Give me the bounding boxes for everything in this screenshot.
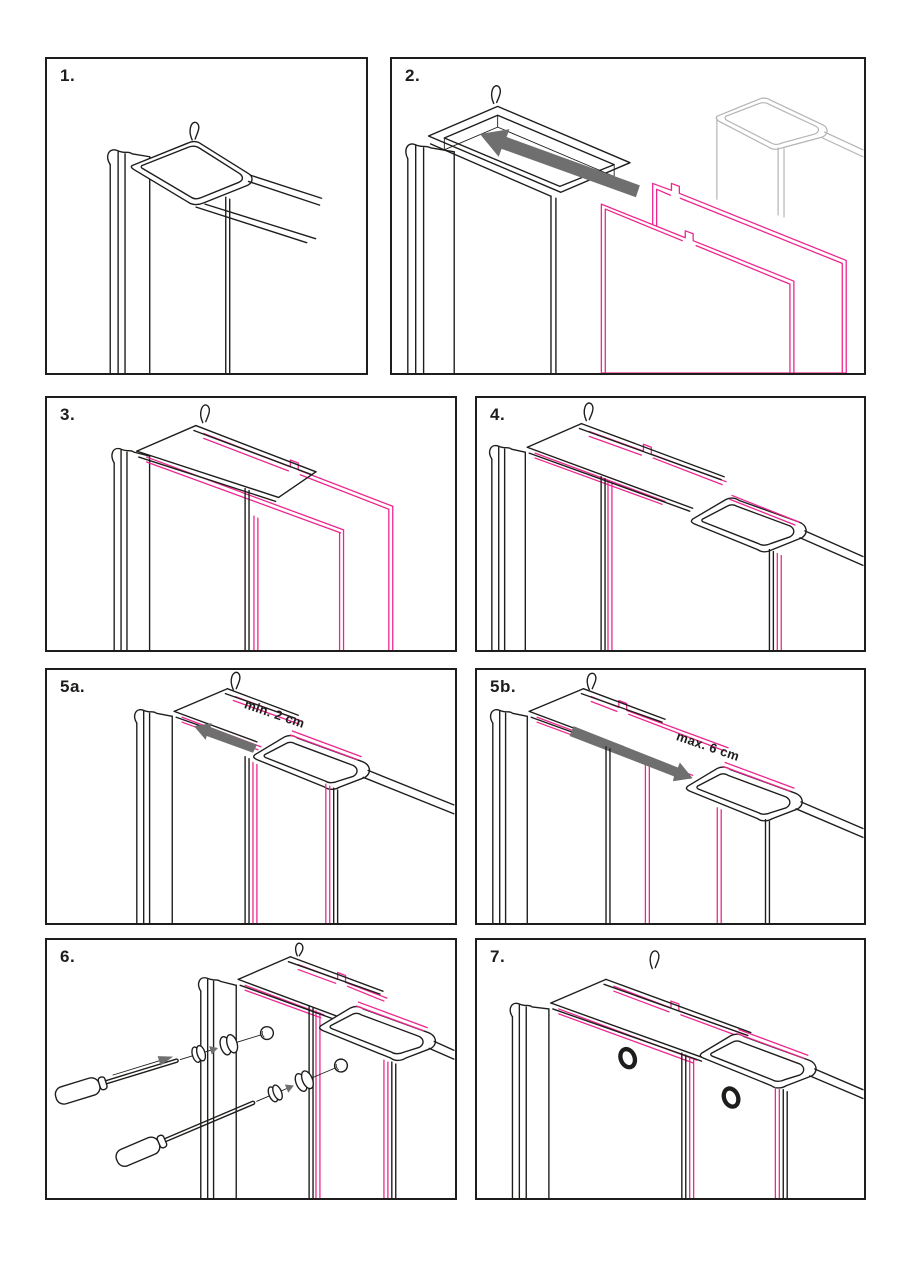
wall-rail [796,802,863,837]
step-7-illustration [477,940,864,1198]
wall-profile [199,978,237,1198]
wall-profile [490,446,526,650]
step-6-illustration [47,940,455,1198]
open-channel [429,86,630,373]
dimension-annotation: min. 2 cm [242,696,307,731]
fixed-glass-edge [682,1053,686,1198]
step-2-illustration [392,59,864,373]
hanger-hook-icon [492,86,501,104]
step-panel-7 [475,938,866,1200]
second-glass-edge [783,1090,787,1198]
fixing-cap-hole [721,1086,741,1109]
end-cap [700,1034,816,1088]
wall-rail [363,770,454,813]
extension-panel-rear [204,433,393,650]
hanger-hook-icon [201,405,210,423]
step-5b-illustration [477,670,864,923]
step-panel-5a [45,668,457,925]
wall-rail [800,531,863,565]
wall-profile [491,710,528,923]
wall-profile [510,1003,549,1198]
step-label: 5a. [60,677,86,696]
hanger-hook-icon [584,403,593,421]
step-panel-2 [390,57,866,375]
extension-panel-front [535,453,665,650]
slide-arrow-icon [570,726,693,781]
step-4-illustration [477,398,864,650]
wall-profile [112,449,150,650]
end-cap [686,767,802,821]
extension-edge [777,554,781,650]
screw-hole [259,1025,275,1041]
screw-washer [190,1045,207,1064]
second-glass-edge [392,1062,396,1198]
extension-edge [775,1088,779,1198]
step-panel-1 [45,57,368,375]
fixed-glass-edge [606,747,610,923]
hanger-hook-icon [190,122,199,140]
fixed-glass-edge [245,489,249,650]
step-panel-4 [475,396,866,652]
step-label: 7. [490,947,506,966]
second-glass-edge [334,788,338,923]
removed-cap-inset [716,98,863,217]
hanger-hook-icon [587,673,596,689]
hanger-hook-icon [650,951,659,969]
wall-profile [406,144,454,373]
wall-profile [108,150,150,373]
wall-rail [810,1069,863,1099]
screw-hole [333,1057,350,1074]
screw-cap [293,1069,316,1093]
screw-washer [266,1084,284,1104]
step-label: 5b. [490,677,517,696]
step-label: 6. [60,947,76,966]
step-1-illustration [47,59,366,373]
dimension-annotation: max. 6 cm [674,728,742,764]
extension-panel-front [559,1009,697,1198]
end-cap [320,1007,436,1061]
hanger-hook-icon [296,943,303,956]
second-glass-edge [769,550,773,650]
step-label: 4. [490,405,506,424]
screwdriver-icon [53,1022,276,1107]
step-panel-3 [45,396,457,652]
extension-edge [326,784,330,923]
hanger-hook-icon [231,672,240,689]
step-3-illustration [47,398,455,650]
extension-edge [384,1060,388,1198]
step-label: 3. [60,405,76,424]
second-glass-edge [765,820,769,923]
fixed-glass-edge [245,757,249,923]
extension-panel-front [245,985,324,1198]
screwdriver-icon [113,1054,350,1169]
fixing-cap-hole [618,1047,638,1070]
wall-rail [196,176,321,373]
top-channel [527,403,724,511]
step-panel-5b [475,668,866,925]
step-label: 2. [405,66,421,85]
fixed-glass-edge [309,1006,313,1198]
step-label: 1. [60,66,76,85]
wall-profile [135,710,173,923]
step-panel-6 [45,938,457,1200]
end-cap [254,736,370,790]
fixed-glass-edge [601,477,605,650]
